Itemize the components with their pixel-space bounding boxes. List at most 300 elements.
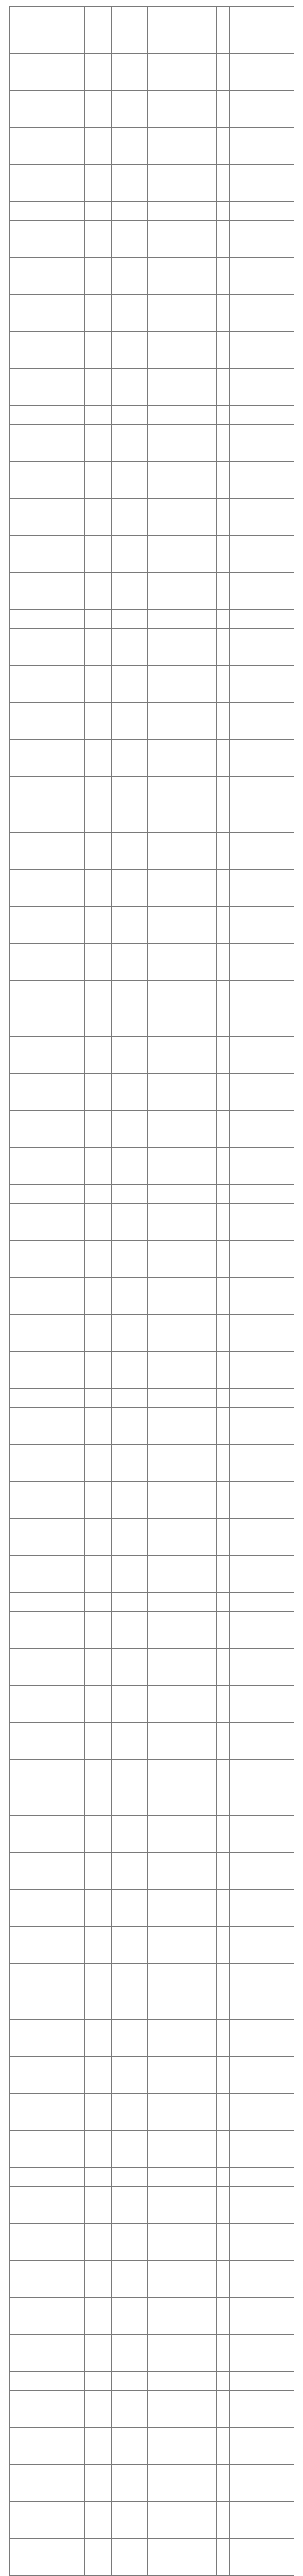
table-cell <box>112 1519 148 1537</box>
table-cell <box>112 1296 148 1315</box>
table-cell <box>112 647 148 666</box>
table-cell <box>112 2502 148 2520</box>
table-row <box>10 1370 294 1389</box>
table-cell <box>230 907 294 925</box>
table-cell <box>217 629 230 647</box>
table-cell <box>148 573 163 591</box>
table-body <box>10 16 294 2576</box>
table-cell <box>217 2224 230 2242</box>
table-cell <box>112 1055 148 1074</box>
table-cell <box>66 91 85 109</box>
table-cell <box>217 1704 230 1723</box>
table-cell <box>163 2131 217 2149</box>
table-cell <box>85 1482 112 1500</box>
table-cell <box>112 1408 148 1426</box>
table-cell <box>148 2020 163 2038</box>
table-cell <box>10 591 66 610</box>
table-cell <box>230 1241 294 1259</box>
table-row <box>10 888 294 907</box>
table-row <box>10 1111 294 1129</box>
table-cell <box>10 2409 66 2428</box>
table-cell <box>66 165 85 183</box>
table-cell <box>112 629 148 647</box>
table-cell <box>66 2372 85 2391</box>
table-cell <box>217 1352 230 1370</box>
table-cell <box>217 2112 230 2131</box>
table-cell <box>230 666 294 684</box>
table-cell <box>85 1370 112 1389</box>
table-cell <box>217 962 230 981</box>
table-cell <box>112 165 148 183</box>
table-cell <box>10 258 66 276</box>
table-cell <box>66 2279 85 2298</box>
table-cell <box>10 221 66 239</box>
table-cell <box>112 1593 148 1612</box>
table-cell <box>230 1408 294 1426</box>
table-cell <box>163 2001 217 2020</box>
table-cell <box>163 1927 217 1945</box>
table-cell <box>85 2131 112 2149</box>
table-cell <box>66 1092 85 1111</box>
table-cell <box>112 999 148 1018</box>
table-cell <box>85 517 112 536</box>
table-cell <box>148 2557 163 2576</box>
table-cell <box>10 907 66 925</box>
table-row <box>10 1612 294 1630</box>
table-cell <box>163 1445 217 1463</box>
table-cell <box>85 591 112 610</box>
table-cell <box>112 1667 148 1686</box>
table-cell <box>230 1037 294 1055</box>
table-cell <box>112 1723 148 1741</box>
table-cell <box>85 1408 112 1426</box>
table-cell <box>148 2279 163 2298</box>
table-row <box>10 1945 294 1964</box>
table-cell <box>112 1816 148 1834</box>
table-cell <box>230 2298 294 2316</box>
table-cell <box>66 2168 85 2187</box>
table-cell <box>10 2557 66 2576</box>
table-cell <box>163 1296 217 1315</box>
table-cell <box>230 684 294 703</box>
table-cell <box>230 2391 294 2409</box>
table-cell <box>85 1037 112 1055</box>
table-cell <box>112 1185 148 1204</box>
column-header <box>112 7 148 16</box>
table-cell <box>163 499 217 517</box>
table-cell <box>66 72 85 91</box>
table-cell <box>85 944 112 962</box>
table-cell <box>66 1426 85 1445</box>
table-cell <box>112 1778 148 1797</box>
table-cell <box>148 1222 163 1241</box>
table-cell <box>230 1055 294 1074</box>
table-cell <box>85 202 112 221</box>
table-row <box>10 2428 294 2446</box>
table-cell <box>10 2094 66 2112</box>
table-cell <box>163 1667 217 1686</box>
table-cell <box>66 591 85 610</box>
table-row <box>10 35 294 54</box>
table-cell <box>66 350 85 369</box>
table-cell <box>10 2298 66 2316</box>
table-cell <box>66 2112 85 2131</box>
table-row <box>10 1018 294 1037</box>
table-cell <box>10 1612 66 1630</box>
table-cell <box>66 202 85 221</box>
table-cell <box>85 1797 112 1816</box>
table-row <box>10 1426 294 1445</box>
table-cell <box>112 1890 148 1908</box>
table-cell <box>163 1593 217 1612</box>
table-cell <box>163 1111 217 1129</box>
table-row <box>10 499 294 517</box>
table-cell <box>66 1667 85 1686</box>
table-cell <box>230 2224 294 2242</box>
table-cell <box>10 2372 66 2391</box>
table-cell <box>148 1945 163 1964</box>
table-cell <box>230 1278 294 1296</box>
table-cell <box>163 1408 217 1426</box>
table-cell <box>112 610 148 629</box>
table-cell <box>66 2335 85 2353</box>
table-cell <box>85 1853 112 1871</box>
table-cell <box>163 1908 217 1927</box>
table-cell <box>10 925 66 944</box>
table-cell <box>148 1890 163 1908</box>
table-cell <box>148 1204 163 1222</box>
table-cell <box>85 2539 112 2557</box>
table-cell <box>10 1964 66 1982</box>
table-row <box>10 758 294 777</box>
table-cell <box>66 1148 85 1166</box>
table-cell <box>66 740 85 758</box>
table-cell <box>217 2261 230 2279</box>
table-cell <box>148 221 163 239</box>
table-cell <box>230 740 294 758</box>
table-cell <box>163 109 217 128</box>
table-row <box>10 1964 294 1982</box>
table-cell <box>230 1853 294 1871</box>
table-cell <box>85 276 112 295</box>
table-row <box>10 1686 294 1704</box>
table-cell <box>230 1797 294 1816</box>
table-cell <box>66 2001 85 2020</box>
table-cell <box>112 925 148 944</box>
table-cell <box>148 1315 163 1333</box>
table-cell <box>85 425 112 443</box>
table-cell <box>10 1519 66 1537</box>
table-cell <box>85 1667 112 1686</box>
table-cell <box>148 944 163 962</box>
table-row <box>10 313 294 332</box>
table-cell <box>163 1500 217 1519</box>
table-cell <box>230 610 294 629</box>
table-cell <box>230 833 294 851</box>
table-row <box>10 1259 294 1278</box>
table-cell <box>66 1612 85 1630</box>
table-cell <box>10 1333 66 1352</box>
table-cell <box>148 425 163 443</box>
table-cell <box>217 221 230 239</box>
table-cell <box>217 1630 230 1649</box>
column-header <box>66 7 85 16</box>
table-cell <box>85 1760 112 1778</box>
table-cell <box>217 647 230 666</box>
table-cell <box>230 1816 294 1834</box>
table-cell <box>85 666 112 684</box>
table-cell <box>112 16 148 35</box>
table-cell <box>112 1649 148 1667</box>
table-cell <box>148 2409 163 2428</box>
table-cell <box>85 1278 112 1296</box>
table-cell <box>85 1445 112 1463</box>
table-cell <box>163 1315 217 1333</box>
table-row <box>10 2465 294 2483</box>
table-cell <box>66 1834 85 1853</box>
table-cell <box>85 1890 112 1908</box>
table-cell <box>10 1982 66 2001</box>
table-cell <box>85 1593 112 1612</box>
table-cell <box>85 536 112 554</box>
table-cell <box>230 462 294 480</box>
table-cell <box>66 1037 85 1055</box>
table-cell <box>230 1593 294 1612</box>
table-cell <box>217 1278 230 1296</box>
table-cell <box>148 1241 163 1259</box>
table-cell <box>217 1556 230 1574</box>
table-row <box>10 684 294 703</box>
table-row <box>10 2112 294 2131</box>
table-cell <box>163 1834 217 1853</box>
table-cell <box>66 2075 85 2094</box>
table-cell <box>217 721 230 740</box>
table-row <box>10 2298 294 2316</box>
table-cell <box>85 443 112 462</box>
table-cell <box>217 925 230 944</box>
table-cell <box>148 2520 163 2539</box>
table-row <box>10 999 294 1018</box>
table-cell <box>112 944 148 962</box>
table-cell <box>163 1816 217 1834</box>
table-cell <box>163 1890 217 1908</box>
table-cell <box>217 999 230 1018</box>
table-cell <box>163 1537 217 1556</box>
table-cell <box>230 2446 294 2465</box>
table-cell <box>230 777 294 795</box>
table-row <box>10 1574 294 1593</box>
table-cell <box>112 1315 148 1333</box>
table-cell <box>230 1982 294 2001</box>
table-cell <box>148 2094 163 2112</box>
table-row <box>10 1519 294 1537</box>
table-cell <box>163 814 217 833</box>
table-cell <box>217 1760 230 1778</box>
table-row <box>10 1148 294 1166</box>
table-cell <box>148 888 163 907</box>
table-cell <box>10 443 66 462</box>
table-cell <box>230 1964 294 1982</box>
table-cell <box>10 276 66 295</box>
table-cell <box>163 2391 217 2409</box>
table-cell <box>148 647 163 666</box>
table-cell <box>66 2557 85 2576</box>
table-cell <box>10 1222 66 1241</box>
table-cell <box>148 851 163 870</box>
table-cell <box>112 536 148 554</box>
table-cell <box>112 814 148 833</box>
table-cell <box>163 925 217 944</box>
table-cell <box>163 2057 217 2075</box>
table-cell <box>230 1612 294 1630</box>
table-cell <box>217 128 230 146</box>
table-cell <box>217 2057 230 2075</box>
table-cell <box>217 1111 230 1129</box>
table-cell <box>217 2409 230 2428</box>
table-cell <box>148 1853 163 1871</box>
table-cell <box>10 1204 66 1222</box>
table-cell <box>112 1092 148 1111</box>
table-cell <box>230 2261 294 2279</box>
table-cell <box>85 1982 112 2001</box>
table-cell <box>230 554 294 573</box>
table-row <box>10 183 294 202</box>
table-cell <box>230 202 294 221</box>
table-cell <box>230 758 294 777</box>
header-row <box>10 7 294 16</box>
table-cell <box>148 2224 163 2242</box>
table-cell <box>112 1074 148 1092</box>
table-cell <box>230 1760 294 1778</box>
table-cell <box>217 2279 230 2298</box>
table-cell <box>148 2242 163 2261</box>
table-cell <box>230 1333 294 1352</box>
table-cell <box>112 2353 148 2372</box>
table-cell <box>112 91 148 109</box>
table-cell <box>112 369 148 387</box>
table-cell <box>66 1982 85 2001</box>
table-cell <box>148 1612 163 1630</box>
table-row <box>10 554 294 573</box>
table-cell <box>112 2057 148 2075</box>
table-cell <box>112 1537 148 1556</box>
table-cell <box>112 962 148 981</box>
table-cell <box>112 1797 148 1816</box>
table-row <box>10 740 294 758</box>
table-cell <box>66 443 85 462</box>
table-cell <box>66 2353 85 2372</box>
table-cell <box>10 962 66 981</box>
table-cell <box>148 740 163 758</box>
table-cell <box>10 1296 66 1315</box>
table-cell <box>112 1630 148 1649</box>
table-cell <box>10 313 66 332</box>
table-cell <box>10 795 66 814</box>
table-row <box>10 1241 294 1259</box>
table-cell <box>148 1908 163 1927</box>
table-cell <box>148 258 163 276</box>
table-row <box>10 1408 294 1426</box>
table-cell <box>66 573 85 591</box>
table-cell <box>112 1463 148 1482</box>
table-cell <box>10 1055 66 1074</box>
table-cell <box>217 1389 230 1408</box>
table-cell <box>85 1333 112 1352</box>
table-cell <box>163 2298 217 2316</box>
table-cell <box>230 573 294 591</box>
table-cell <box>66 2242 85 2261</box>
table-cell <box>66 907 85 925</box>
table-cell <box>163 295 217 313</box>
table-cell <box>66 925 85 944</box>
table-cell <box>148 1111 163 1129</box>
table-cell <box>10 369 66 387</box>
table-cell <box>163 1148 217 1166</box>
table-row <box>10 72 294 91</box>
table-cell <box>230 165 294 183</box>
table-cell <box>230 1111 294 1129</box>
table-cell <box>163 2539 217 2557</box>
table-cell <box>10 777 66 795</box>
table-cell <box>230 1259 294 1278</box>
table-cell <box>10 2502 66 2520</box>
table-cell <box>230 2483 294 2502</box>
table-cell <box>217 758 230 777</box>
table-cell <box>163 870 217 888</box>
table-cell <box>10 1500 66 1519</box>
table-cell <box>148 406 163 425</box>
table-cell <box>85 221 112 239</box>
table-cell <box>230 480 294 499</box>
table-cell <box>163 54 217 72</box>
table-cell <box>112 721 148 740</box>
table-cell <box>148 1055 163 1074</box>
table-row <box>10 591 294 610</box>
table-cell <box>85 1649 112 1667</box>
table-cell <box>148 1982 163 2001</box>
table-cell <box>85 1964 112 1982</box>
table-cell <box>230 1389 294 1408</box>
table-cell <box>163 1723 217 1741</box>
table-cell <box>217 2205 230 2224</box>
table-cell <box>85 740 112 758</box>
table-cell <box>112 1612 148 1630</box>
table-cell <box>217 1370 230 1389</box>
table-cell <box>148 1185 163 1204</box>
table-cell <box>112 1333 148 1352</box>
table-cell <box>112 35 148 54</box>
table-row <box>10 1927 294 1945</box>
table-cell <box>85 91 112 109</box>
table-cell <box>66 239 85 258</box>
table-row <box>10 2187 294 2205</box>
table-cell <box>163 1018 217 1037</box>
table-cell <box>217 870 230 888</box>
table-cell <box>112 851 148 870</box>
table-cell <box>66 54 85 72</box>
table-cell <box>85 2391 112 2409</box>
column-header <box>85 7 112 16</box>
table-cell <box>112 1908 148 1927</box>
table-cell <box>66 2187 85 2205</box>
table-cell <box>217 2094 230 2112</box>
table-row <box>10 795 294 814</box>
table-cell <box>163 721 217 740</box>
table-row <box>10 1760 294 1778</box>
table-cell <box>66 703 85 721</box>
table-cell <box>163 1686 217 1704</box>
table-cell <box>112 2335 148 2353</box>
